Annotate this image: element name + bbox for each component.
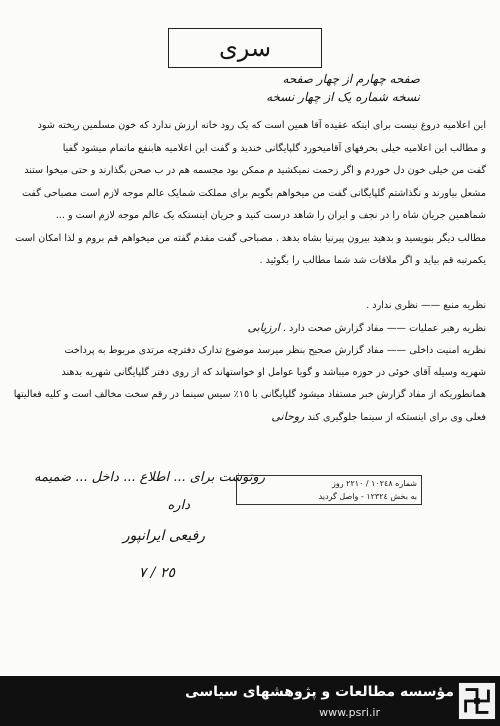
classification-label: سری xyxy=(218,34,272,62)
handwritten-page-note: صفحه چهارم از چهار صفحه xyxy=(282,72,420,86)
body-line: این اعلامیه دروغ نیست برای اینکه عقیده آقا همین است که یک رود خانه ارزش ندارد که خون مسلمین ریخته شود xyxy=(37,120,486,131)
clergy-handwriting: روحانی xyxy=(271,410,305,423)
internal-security-view-text: فعلی وی برای اینستکه از سینما جلوگیری کند xyxy=(307,412,486,423)
operations-view xyxy=(14,317,486,340)
stamp-line: به بخش ١٢٣٢٤ - واصل گردید xyxy=(318,492,417,501)
handwritten-copy-note: نسخه شماره یک از چهار نسخه xyxy=(266,90,420,104)
operations-view-handwriting: ارزیابی xyxy=(247,321,280,334)
internal-security-view xyxy=(14,340,486,362)
internal-security-view-text: نظریه امنیت داخلی —— مفاد گزارش صحیح بنظر میرسد موضوع تدارک دفترچه مرتدی مربوط به پرداخت xyxy=(64,345,486,356)
internal-security-view-text: شهریه وسیله آقای خوئی در حوزه میباشد و گویا عوامل او خواستهاند که از روی دفتر گلپایگانی شهریه بدهند xyxy=(61,367,486,378)
operations-view-text: نظریه رهبر عملیات —— مفاد گزارش صحت دارد . xyxy=(282,323,486,334)
page-number: ٢٥ / ٧ xyxy=(138,565,175,581)
institution-url[interactable]: www.psri.ir xyxy=(319,706,380,719)
internal-security-view-text: همانطوریکه از مفاد گزارش خبر مستفاد میشود گلپایگانی با ١٥٪ سیس سینما در رقم سخت مخالف است و کلیه فعالیتها xyxy=(13,389,486,400)
internal-security-view-cont xyxy=(14,384,486,406)
source-view-text: نظریه منبع —— نظری ندارد . xyxy=(366,300,486,311)
receipt-stamp xyxy=(236,475,422,505)
body-line: مشعل بیاورند و نگذاشتم گلپایگانی گفت من میخواهم بگویم برای مملکت شمایک عالم موجه لازم است مصباحی گفت xyxy=(21,187,486,199)
handwritten-note: داره xyxy=(167,498,190,513)
body-line: یکمرتبه قم بیاید و اگر ملاقات شد شما مطالب را بگوئید . xyxy=(259,255,486,266)
body-line: مطالب دیگر بنویسید و بدهید بیرون پیرنیا بشاه بدهد . مصباحی گفت مقدم گفته من میخواهم قم بروم و لذا امکان است xyxy=(15,232,486,244)
source-view xyxy=(14,295,486,317)
institution-footer xyxy=(0,676,500,726)
psri-logo-icon xyxy=(458,682,496,720)
signature: رفیعی ایرانپور xyxy=(122,528,205,544)
assessment-section xyxy=(14,295,486,429)
body-line: شماهمین جریان شاه را در نجف و ایران را شاهد درست کنید و جریان اینستکه یک عالم موجه لازم است و ... xyxy=(55,210,486,221)
report-body xyxy=(14,115,486,273)
internal-security-view-cont xyxy=(14,362,486,384)
institution-name: مؤسسه مطالعات و پژوهشهای سیاسی xyxy=(185,684,454,700)
handwritten-distribution-note: رونوشت برای ... اطلاع ... داخل ... ضمیمه xyxy=(34,470,265,485)
body-line: و مطالب این اعلامیه خیلی بحرفهای آقامیخورد گلپایگانی خندید و گفت این اعلامیه هابنفع ماتمام میشود گفیا xyxy=(62,142,486,154)
stamp-line: شماره ١٠٢٤٨ / ٢٢١٠ روز xyxy=(332,479,417,488)
internal-security-view-cont xyxy=(14,406,486,429)
classification-box xyxy=(168,28,322,68)
body-line: گفت من خیلی خون دل خوردم و اگر زحمت نمیکشید م ممکن بود مجسمه هم در ب صحن بگذارند و حتی میخوا ستند xyxy=(24,165,486,176)
